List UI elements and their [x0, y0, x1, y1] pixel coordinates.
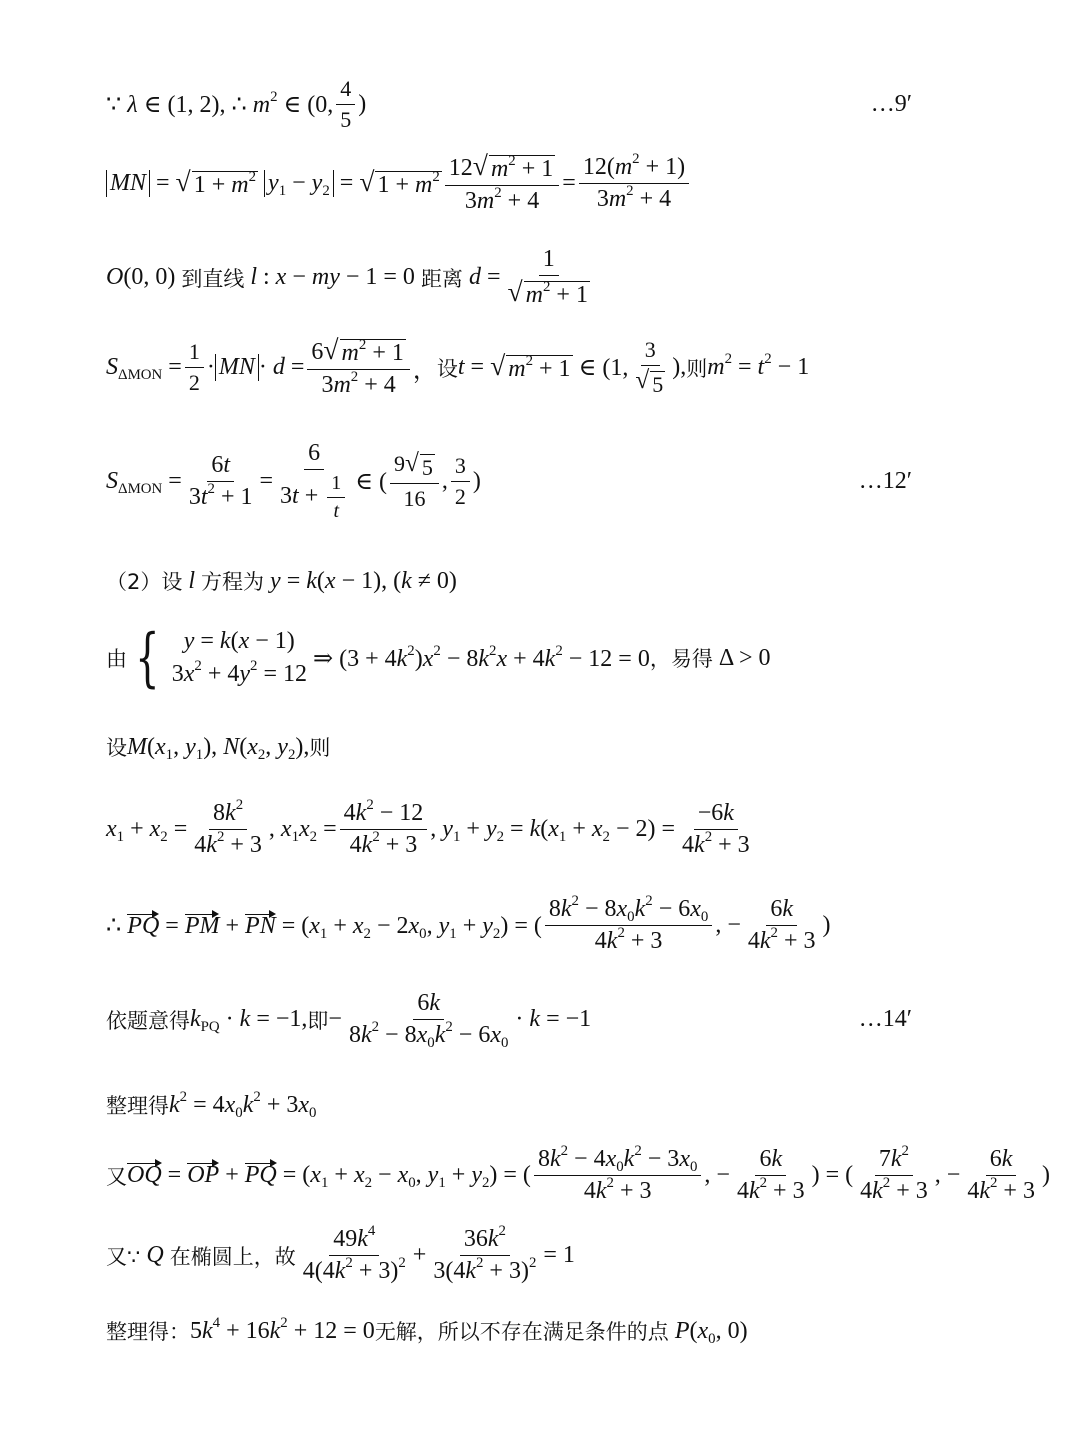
line-oq-vector: 又 OQ = OP + PQ = ($x_1 + x_2 - x_0$, $y_1 + y_2$) = ( $\frac{8k^2 - 4x_0k^2 - 3x_0}{4k^2 + 3}$ , − $\frac{6k}{4k^2 + 3}$ ) = ( $\frac{7k^2}{4k^2 + 3}$ , − $\frac{6k}{4k^2 + 3}$ ) — [106, 1142, 1050, 1204]
text-ze: 则 — [686, 356, 708, 381]
score-9: …9′ — [870, 91, 912, 117]
text-fangcheng: 方程为 — [201, 570, 265, 594]
text-part2-label: （2）设 — [106, 570, 183, 594]
text-you2: 又 — [106, 1164, 127, 1189]
text-zai-tuoyuan: 在椭圆上，故 — [169, 1244, 296, 1269]
line-conclusion: 整理得： $5k^4 + 16k^2 + 12 = 0$ 无解，所以不存在满足条件的点 $P(x_0$, 0) — [106, 1314, 748, 1347]
line-area-range: $S_{\Delta MON}$ = $\frac{6t}{3t^2 + 1}$ = 6 3t + $\frac{1}{t}$ ∈ ( 9 √ 5 16 , $\frac{3}{2}$ ) …12′ — [106, 440, 912, 522]
text-ze-2: 则 — [309, 736, 331, 760]
line-system: 由 { y = k(x − 1) $3x^2 + 4y^2 = 12$ ⇒ $(3 + 4k^2)x^2 - 8k^2x + 4k^2 - 12 = 0$ ，易得 Δ > 0 — [106, 621, 771, 695]
text-zhengli: 整理得 — [106, 1094, 169, 1118]
line-lambda-range: ∵ λ ∈ (1, 2), ∴ $m^2$ ∈ (0, $\frac{4}{5}$ ) …9′ — [106, 76, 912, 132]
text-zhengli-final: 整理得： — [106, 1320, 190, 1344]
text-wujie: 无解，所以不存在满足条件的点 — [374, 1320, 669, 1344]
score-14: …14′ — [858, 1006, 912, 1032]
line-vieta: $x_1 + x_2$ = $\frac{8k^2}{4k^2 + 3}$ , $x_1x_2$ = $\frac{4k^2 - 12}{4k^2 + 3}$ , $y_1 + y_2 = k(x_1 + x_2 - 2)$ = $\frac{-6k}{4k^2 + 3}$ — [106, 796, 750, 858]
line-on-ellipse: 又∵ Q 在椭圆上，故 $\frac{49k^4}{4(4k^2 + 3)^2}$ + $\frac{36k^2}{3(4k^2 + 3)^2}$ = 1 — [106, 1222, 575, 1284]
line-simplify: 整理得 $k^2 = 4x_0k^2 + 3x_0$ — [106, 1088, 317, 1121]
line-pq-vector: ∴ PQ = PM + PN = ($x_1 + x_2 - 2x_0$, $y_1 + y_2$) = ( $\frac{8k^2 - 8x_0k^2 - 6x_0}{4k^2 + 3}$ , − $\frac{6k}{4k^2 + 3}$ ) — [106, 892, 831, 954]
text-she: 设 — [436, 356, 458, 381]
text-dao-zhixian: 到直线 — [181, 266, 245, 291]
text-yitiyi: 依题意得 — [106, 1008, 190, 1033]
score-12: …12′ — [858, 468, 912, 494]
text-ji: 即 — [307, 1008, 329, 1033]
line-area-formula: $S_{\Delta MON}$ = $\frac{1}{2}$ · MN · d = 6 √ $m^2 + 1$ $3m^2 + 4$ ， 设 t = √ $m^2 + 1$ ∈ (1, 3 √ 5 ), 则 $m^2 = t^2 - 1$ — [106, 334, 810, 398]
text-you3: 又∵ — [106, 1244, 141, 1269]
line-perpendicular: 依题意得 $k_{PQ} \cdot k = -1$, 即 − $\frac{6k}{8k^2 - 8x_0k^2 - 6x_0}$ · k = −1 …14′ — [106, 990, 912, 1052]
text-she-m: 设 — [106, 736, 127, 760]
text-yide: ，易得 — [649, 647, 713, 671]
line-distance: O(0, 0) 到直线 l : x − my − 1 = 0 距离 d = 1 √ $m^2 + 1$ — [106, 246, 588, 308]
line-set-points: 设 $M(x_1$, $y_1$), $N(x_2$, $y_2$), 则 — [106, 733, 331, 763]
line-part2-setup: （2）设 l 方程为 y = k(x − 1), (k ≠ 0) — [106, 567, 457, 594]
text-juli: 距离 — [420, 266, 463, 291]
text-you: 由 — [106, 647, 127, 671]
line-mn-length: MN = √ $1 + m^2$ $y_1 - y_2$ = √ $1 + m^2$ 12 √ $m^2 + 1$ $3m^2 + 4$ = $\frac{12(m^2 + 1)}{3m^2 + 4}$ — [106, 152, 1000, 215]
